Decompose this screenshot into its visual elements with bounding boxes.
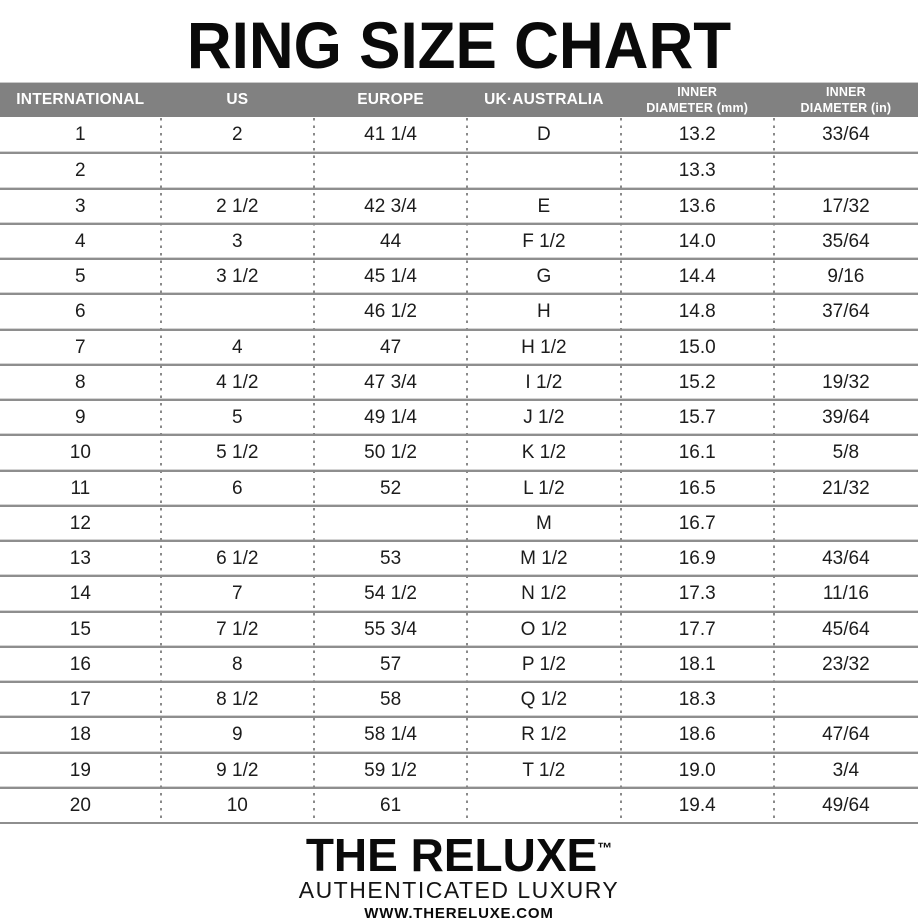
page-title: RING SIZE CHART [186,9,732,83]
table-cell: 59 1/2 [364,759,417,781]
table-cell: 46 1/2 [364,301,417,323]
table-cell: 12 [69,512,91,534]
table-cell: 13.6 [678,195,716,217]
table-cell: 8 1/2 [216,689,259,711]
brand-logo [0,826,918,881]
table-cell: 9 [232,724,243,746]
table-cell: 49/64 [822,794,870,816]
table-cell: L 1/2 [523,477,565,499]
table-row [0,329,918,364]
table-cell: 5 [232,407,243,429]
table-cell: 54 1/2 [364,583,417,605]
table-cell: 19 [69,759,91,781]
column-header: UK·AUSTRALIA [484,91,604,109]
table-cell: 17.7 [678,618,716,640]
brand-footer [0,824,918,922]
table-cell: 6 1/2 [216,548,259,570]
table-cell: T 1/2 [522,759,566,781]
table-cell: 19.4 [678,794,716,816]
table-cell: 47 [380,336,402,358]
table-cell: 15.0 [678,336,716,358]
table-cell: 61 [380,794,402,816]
table-cell: D [537,124,551,146]
table-cell: I 1/2 [525,371,563,393]
table-header-row [0,82,918,117]
table-cell: O 1/2 [520,618,568,640]
table-cell: 19/32 [822,371,870,393]
trademark-symbol: ™ [597,840,613,857]
table-cell: 6 [232,477,243,499]
table-cell: 16.9 [678,548,716,570]
table-row [0,188,918,223]
table-cell: 13.2 [678,124,716,146]
table-cell: 47/64 [822,724,870,746]
table-cell: 16 [69,653,91,675]
table-cell: 6 [75,301,86,323]
table-cell: 14 [69,583,91,605]
table-cell: 9 1/2 [216,759,259,781]
table-cell: 55 3/4 [364,618,417,640]
table-cell: 7 [75,336,86,358]
table-cell: 4 1/2 [216,371,259,393]
table-cell: 11 [70,477,91,499]
table-cell: 9/16 [827,266,865,288]
table-cell: 7 [232,583,243,605]
table-row [0,787,918,822]
table-cell: 16.1 [678,442,716,464]
table-cell: 35/64 [822,230,870,252]
table-cell: 13.3 [678,160,716,182]
table-cell: 43/64 [822,548,870,570]
table-cell: 4 [232,336,243,358]
table-cell: 3 1/2 [216,266,259,288]
table-cell: 45 1/4 [364,266,417,288]
table-cell: 33/64 [822,124,870,146]
table-cell: 2 [75,160,86,182]
table-cell: R 1/2 [521,724,567,746]
table-cell: 1 [75,124,86,146]
table-row [0,223,918,258]
table-cell: 58 [380,689,402,711]
table-row [0,117,918,152]
table-cell: 57 [380,653,402,675]
table-cell: 8 [232,653,243,675]
table-cell: 15.2 [678,371,716,393]
table-cell: G [536,266,552,288]
table-cell: 19.0 [678,759,716,781]
brand-name: THE RELUXE [305,829,598,881]
table-cell: 52 [380,477,402,499]
brand-tagline: AUTHENTICATED LUXURY [298,877,620,903]
table-row [0,681,918,716]
table-cell: 44 [380,230,402,252]
table-cell: 16.7 [678,512,716,534]
table-row [0,470,918,505]
table-row [0,611,918,646]
column-header-line1: INNER [825,85,866,99]
table-cell: 14.0 [678,230,716,252]
table-row [0,152,918,187]
column-header [774,86,918,114]
table-cell: 53 [380,548,402,570]
table-cell: 3 [232,230,243,252]
table-cell: K 1/2 [521,442,567,464]
table-cell: 17/32 [822,195,870,217]
table-cell: 5 1/2 [216,442,259,464]
table-cell: 37/64 [822,301,870,323]
table-cell: 45/64 [822,618,870,640]
column-header-line1: INNER [677,85,718,99]
table-cell: 50 1/2 [364,442,417,464]
table-cell: 39/64 [822,407,870,429]
table-cell: 14.4 [678,266,716,288]
table-cell: 58 1/4 [364,724,417,746]
table-cell: 3 [75,195,86,217]
table-cell: 17.3 [678,583,716,605]
table-row [0,540,918,575]
table-cell: 14.8 [678,301,716,323]
table-cell: 21/32 [822,477,870,499]
table-cell: N 1/2 [521,583,567,605]
size-table [0,82,918,824]
table-cell: 23/32 [822,653,870,675]
table-row [0,752,918,787]
table-body [0,117,918,824]
website-url: WWW.THERELUXE.COM [364,905,554,922]
table-cell: 5 [75,266,86,288]
table-cell: 47 3/4 [364,371,417,393]
table-cell: 11/16 [822,583,869,605]
table-row [0,716,918,751]
table-cell: 3/4 [832,759,860,781]
table-cell: 18 [69,724,91,746]
table-cell: 18.1 [678,653,716,675]
table-cell: 49 1/4 [364,407,417,429]
table-cell: M [535,512,552,534]
table-cell: 42 3/4 [364,195,417,217]
table-cell: 2 1/2 [216,195,259,217]
table-cell: 17 [69,689,91,711]
column-header-line2: DIAMETER (mm) [646,100,749,115]
table-row [0,258,918,293]
table-cell: 2 [232,124,243,146]
table-cell: 7 1/2 [216,618,259,640]
table-cell: J 1/2 [523,407,565,429]
table-cell: 16.5 [678,477,716,499]
table-cell: 4 [75,230,86,252]
column-header-line2: DIAMETER (in) [800,100,892,115]
column-header: US [226,91,249,109]
table-row [0,434,918,469]
table-cell: H 1/2 [521,336,567,358]
table-cell: 10 [226,794,248,816]
table-cell: 8 [75,371,86,393]
column-header [621,86,774,114]
table-cell: 15.7 [678,407,716,429]
table-cell: P 1/2 [521,653,566,675]
table-cell: 10 [69,442,91,464]
table-cell: E [537,195,551,217]
table-row [0,399,918,434]
table-cell: H [537,301,551,323]
table-row [0,364,918,399]
table-row [0,293,918,328]
column-header: INTERNATIONAL [16,91,145,109]
table-cell: Q 1/2 [520,689,568,711]
table-row [0,575,918,610]
table-cell: F 1/2 [522,230,566,252]
table-cell: 5/8 [832,442,860,464]
table-cell: 20 [69,794,91,816]
table-cell: 13 [69,548,91,570]
table-cell: M 1/2 [520,548,568,570]
table-cell: 18.3 [678,689,716,711]
table-row [0,505,918,540]
table-cell: 15 [69,618,91,640]
table-cell: 41 1/4 [364,124,417,146]
table-row [0,646,918,681]
table-cell: 9 [75,407,86,429]
column-header: EUROPE [357,91,424,109]
table-cell: 18.6 [678,724,716,746]
